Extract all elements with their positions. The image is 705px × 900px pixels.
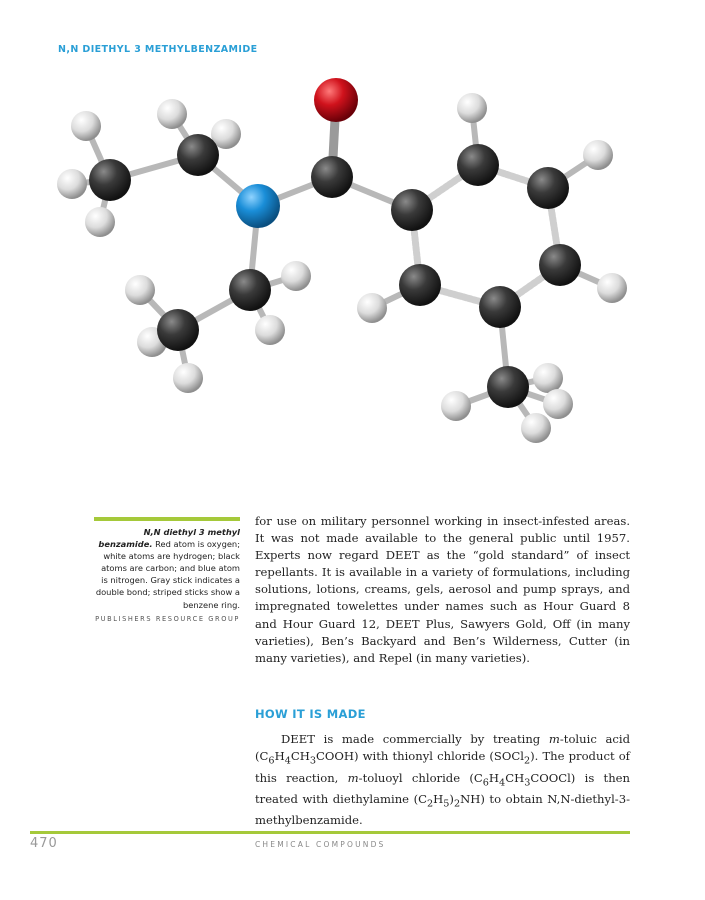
carbon-atom — [311, 156, 353, 198]
hydrogen-atom — [533, 363, 563, 393]
how-it-is-made-paragraph: DEET is made commercially by treating m-toluic acid $(C_6H_4CH_3COOH)$ with thionyl chloride (SOCl$_2$). The product of this reaction, m-toluoyl chloride $(C_6H_4CH_3COOCl)$ is then treated with diethylamine $(C_2H_5)_2NH$) to obtain N,N-diethyl-3-methylbenzamide. — [255, 732, 630, 828]
molecule-figure — [56, 70, 636, 460]
carbon-atom — [487, 366, 529, 408]
caption-title: N,N diethyl 3 methyl benzamide. — [98, 527, 240, 550]
carbon-atom — [157, 309, 199, 351]
hydrogen-atom — [157, 99, 187, 129]
section-heading: HOW IT IS MADE — [255, 707, 366, 721]
hydrogen-atom — [57, 169, 87, 199]
bonds — [72, 100, 612, 428]
running-head: N,N DIETHYL 3 METHYLBENZAMIDE — [58, 44, 258, 55]
nitrogen-atom — [236, 184, 280, 228]
carbon-atom — [177, 134, 219, 176]
photo-credit: PUBLISHERS RESOURCE GROUP — [95, 614, 240, 623]
carbon-atom — [391, 189, 433, 231]
oxygen-atom — [314, 78, 358, 122]
page-number: 470 — [30, 836, 58, 851]
hydrogen-atom — [125, 275, 155, 305]
hydrogen-atom — [173, 363, 203, 393]
body-paragraph: for use on military personnel working in insect-infested areas. It was not made available to the general public until 1957. Experts now regard DEET as the “gold standard” of insect repellants. It is available in a variety of formulations, including solutions, lotions, creams, gels, aerosol and pump sprays, and impregnated towelettes under names such as Hour Guard 8 and Hour Guard 12, DEET Plus, Sawyers Gold, Off (in many varieties), Ben’s Backyard and Ben’s Wilderness, Cutter (in many varieties), and Repel (in many varieties). — [255, 514, 630, 665]
figure-caption — [94, 526, 240, 625]
caption-text: Red atom is oxygen; white atoms are hydrogen; black atoms are carbon; and blue atom is nitrogen. Gray stick indicates a double bond; striped sticks show a benzene ring. — [95, 539, 240, 610]
hydrogen-atom — [281, 261, 311, 291]
hydrogen-atom — [71, 111, 101, 141]
hydrogen-atom — [357, 293, 387, 323]
hydrogen-atom — [441, 391, 471, 421]
hydrogen-atom — [583, 140, 613, 170]
book-title: CHEMICAL COMPOUNDS — [255, 840, 386, 849]
atoms — [57, 78, 627, 443]
hydrogen-atom — [457, 93, 487, 123]
hydrogen-atom — [543, 389, 573, 419]
hydrogen-atom — [255, 315, 285, 345]
carbon-atom — [399, 264, 441, 306]
hydrogen-atom — [85, 207, 115, 237]
carbon-atom — [479, 286, 521, 328]
carbon-atom — [89, 159, 131, 201]
carbon-atom — [539, 244, 581, 286]
carbon-atom — [527, 167, 569, 209]
hydrogen-atom — [597, 273, 627, 303]
carbon-atom — [229, 269, 271, 311]
caption-rule — [94, 517, 240, 521]
carbon-atom — [457, 144, 499, 186]
footer-rule — [30, 831, 630, 834]
hydrogen-atom — [521, 413, 551, 443]
